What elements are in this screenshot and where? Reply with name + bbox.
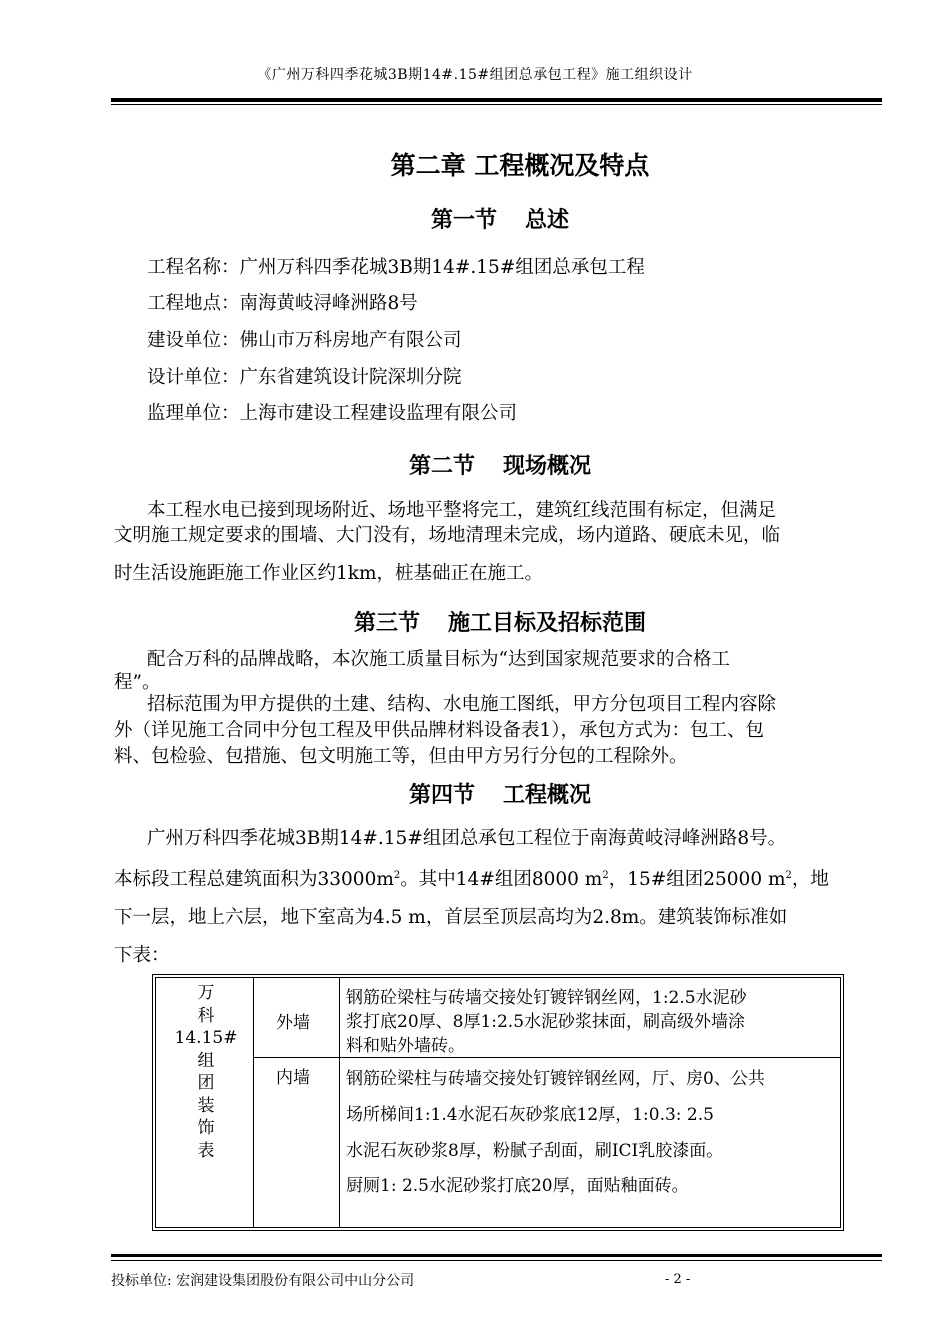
area-text: 。其中14#组团8000 m (400, 869, 603, 890)
section2-title: 现场概况 (503, 453, 592, 479)
section4-title: 工程概况 (503, 782, 592, 808)
interior-wall-line: 水泥石灰砂浆8厚，粉腻子刮面，刷ICI乳胶漆面。 (346, 1141, 724, 1161)
paragraph-line: 下一层，地上六层，地下室高为4.5 m，首层至顶层高均为2.8m。建筑装饰标准如 (114, 907, 788, 928)
exterior-wall-line: 料和贴外墙砖。 (346, 1036, 465, 1056)
table-divider (339, 978, 340, 1227)
header-rule-thick (111, 98, 882, 102)
designer: 设计单位：广东省建筑设计院深圳分院 (147, 367, 462, 388)
header-rule-thin (111, 104, 882, 105)
side-label-char: 万 (197, 983, 215, 1003)
project-location: 工程地点：南海黄岐浔峰洲路8号 (147, 293, 418, 314)
superscript: 2 (602, 869, 609, 881)
side-label-char: 14.15# (174, 1028, 238, 1048)
section4-heading (0, 778, 950, 809)
developer: 建设单位：佛山市万科房地产有限公司 (147, 330, 462, 351)
section3-heading (0, 606, 950, 637)
paragraph-line: 程”。 (114, 672, 161, 693)
page-number: - 2 - (665, 1272, 691, 1287)
paragraph-line: 料、包检验、包措施、包文明施工等，但由甲方另行分包的工程除外。 (114, 746, 688, 767)
section3-title: 施工目标及招标范围 (448, 610, 647, 636)
project-name: 工程名称：广州万科四季花城3B期14#.15#组团总承包工程 (147, 257, 645, 278)
footer-bidder: 投标单位: 宏润建设集团股份有限公司中山分公司 (111, 1273, 415, 1289)
paragraph-line: 广州万科四季花城3B期14#.15#组团总承包工程位于南海黄岐浔峰洲路8号。 (147, 828, 787, 849)
supervisor: 监理单位：上海市建设工程建设监理有限公司 (147, 403, 518, 424)
footer-rule-thin (111, 1260, 882, 1261)
chapter-title: 第二章 工程概况及特点 (390, 151, 650, 180)
interior-wall-line: 钢筋砼梁柱与砖墙交接处钉镀锌钢丝网，厅、房0、公共 (346, 1069, 765, 1089)
area-text: ，15#组团25000 m (608, 869, 786, 890)
paragraph-line: 招标范围为甲方提供的土建、结构、水电施工图纸，甲方分包项目工程内容除 (147, 694, 777, 715)
side-label-char: 饰 (197, 1118, 215, 1138)
interior-wall-line: 厨厕1: 2.5水泥砂浆打底20厚，面贴釉面砖。 (346, 1176, 689, 1196)
table-divider (253, 978, 254, 1227)
exterior-wall-line: 浆打底20厚、8厚1:2.5水泥砂浆抹面，刷高级外墙涂 (346, 1012, 746, 1032)
section3-number: 第三节 (353, 610, 420, 636)
exterior-wall-line: 钢筋砼梁柱与砖墙交接处钉镀锌钢丝网，1:2.5水泥砂 (346, 988, 747, 1008)
superscript: 2 (785, 869, 792, 881)
paragraph-line: 文明施工规定要求的围墙、大门没有，场地清理未完成，场内道路、硬底未见，临 (114, 525, 781, 546)
paragraph-line: 下表： (114, 945, 170, 966)
section4-number: 第四节 (408, 782, 475, 808)
interior-wall-label: 内墙 (276, 1068, 310, 1088)
side-label-char: 表 (197, 1140, 215, 1161)
table-divider (253, 1057, 840, 1058)
side-label-char: 装 (197, 1095, 215, 1116)
superscript: 2 (393, 869, 401, 881)
paragraph-line: 本工程水电已接到现场附近、场地平整将完工，建筑红线范围有标定，但满足 (147, 500, 777, 521)
decoration-standard-table (152, 974, 844, 1231)
section1-title: 总述 (525, 207, 570, 233)
area-line (114, 865, 829, 891)
section2-number: 第二节 (408, 453, 475, 479)
area-text: ，地 (791, 869, 829, 890)
side-label-char: 组 (197, 1050, 215, 1071)
exterior-wall-label: 外墙 (276, 1013, 310, 1033)
paragraph-line: 配合万科的品牌战略，本次施工质量目标为“达到国家规范要求的合格工 (147, 649, 730, 670)
interior-wall-line: 场所梯间1:1.4水泥石灰砂浆底12厚，1:0.3: 2.5 (346, 1105, 714, 1125)
section1-heading (0, 203, 950, 234)
table-inner-border (155, 977, 841, 1228)
side-label-char: 科 (197, 1005, 215, 1026)
section2-heading (0, 449, 950, 480)
paragraph-line: 外（详见施工合同中分包工程及甲供品牌材料设备表1），承包方式为：包工、包 (114, 720, 765, 741)
section1-number: 第一节 (430, 207, 497, 233)
paragraph-line: 时生活设施距施工作业区约1km，桩基础正在施工。 (114, 563, 544, 584)
footer-rule-thick (111, 1254, 882, 1257)
side-label-char: 团 (197, 1073, 215, 1093)
area-text: 本标段工程总建筑面积为33000m (114, 869, 394, 890)
running-header-title: 《广州万科四季花城3B期14#.15#组团总承包工程》施工组织设计 (257, 67, 693, 83)
table-side-label (156, 982, 256, 1162)
